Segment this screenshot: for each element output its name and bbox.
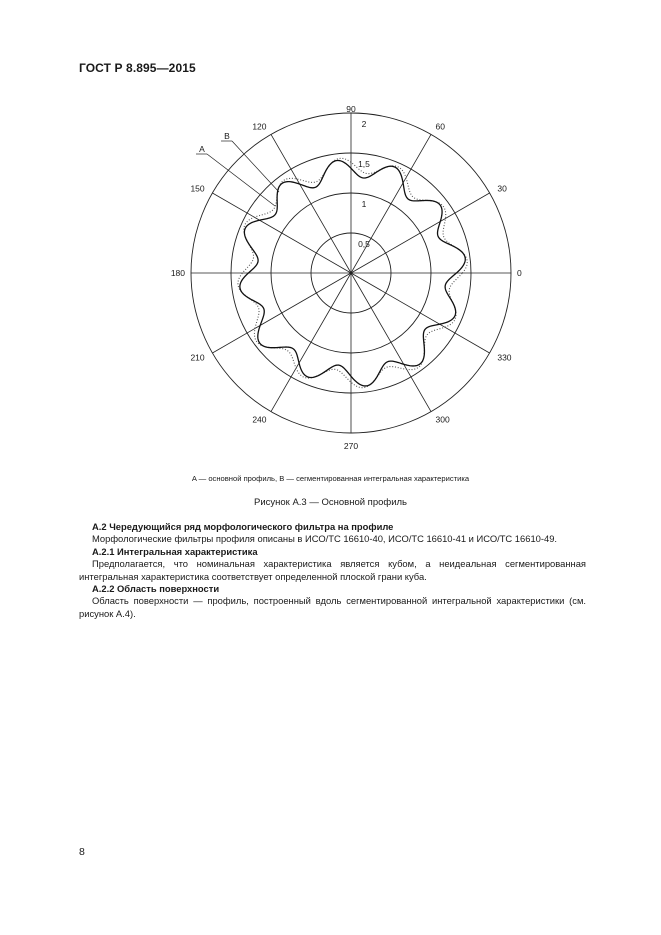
grid-spoke — [212, 193, 351, 273]
curve-label-a: A — [199, 144, 205, 154]
heading-a21: А.2.1 Интегральная характеристика — [92, 545, 258, 557]
grid-spoke — [271, 273, 351, 412]
radius-label: 0,5 — [358, 239, 370, 249]
grid-spoke — [271, 134, 351, 273]
radius-label: 1,5 — [358, 159, 370, 169]
leader-line-b — [232, 141, 279, 192]
paragraph-a22: Область поверхности — профиль, построенный вдоль сегментированной интегральной характеристики (см. рисунок А.4). — [79, 595, 586, 619]
angle-label: 60 — [435, 121, 445, 132]
angle-label: 120 — [252, 121, 267, 132]
radius-label: 2 — [361, 119, 367, 129]
angle-label: 210 — [190, 352, 205, 363]
page-number: 8 — [79, 846, 85, 858]
body-text — [79, 521, 586, 620]
paragraph-a2: Морфологические фильтры профиля описаны в ИСО/ТС 16610-40, ИСО/ТС 16610-41 и ИСО/ТС 16610-49. — [92, 533, 558, 545]
angle-label: 270 — [343, 441, 359, 451]
grid-spoke — [351, 273, 490, 353]
radius-label: 1 — [361, 199, 367, 209]
grid-spoke — [351, 273, 431, 412]
heading-a2: А.2 Чередующийся ряд морфологического фильтра на профиле — [92, 521, 394, 532]
angle-label: 150 — [190, 183, 205, 194]
grid-spoke — [212, 273, 351, 353]
figure-caption: Рисунок А.3 — Основной профиль — [253, 497, 408, 508]
polar-labels — [171, 104, 522, 451]
angle-label: 90 — [346, 104, 356, 114]
document-header: ГОСТ Р 8.895—2015 — [79, 61, 196, 75]
curve-label-b: B — [224, 131, 230, 141]
angle-label: 180 — [170, 268, 185, 278]
leader-line-a — [207, 154, 275, 206]
angle-label: 300 — [435, 414, 450, 425]
grid-spoke — [351, 193, 490, 273]
figure-legend: A — основной профиль, B — сегментированная интегральная характеристика — [191, 474, 470, 483]
heading-a22: А.2.2 Область поверхности — [92, 583, 220, 595]
angle-label: 0 — [517, 268, 522, 278]
angle-label: 240 — [252, 414, 267, 425]
paragraph-a21: Предполагается, что номинальная характеристика является кубом, а неидеальная сегментированная интегральная характеристика соответствует определенной плоской грани куба. — [79, 558, 586, 582]
angle-label: 30 — [497, 183, 507, 194]
angle-label: 330 — [497, 352, 512, 363]
